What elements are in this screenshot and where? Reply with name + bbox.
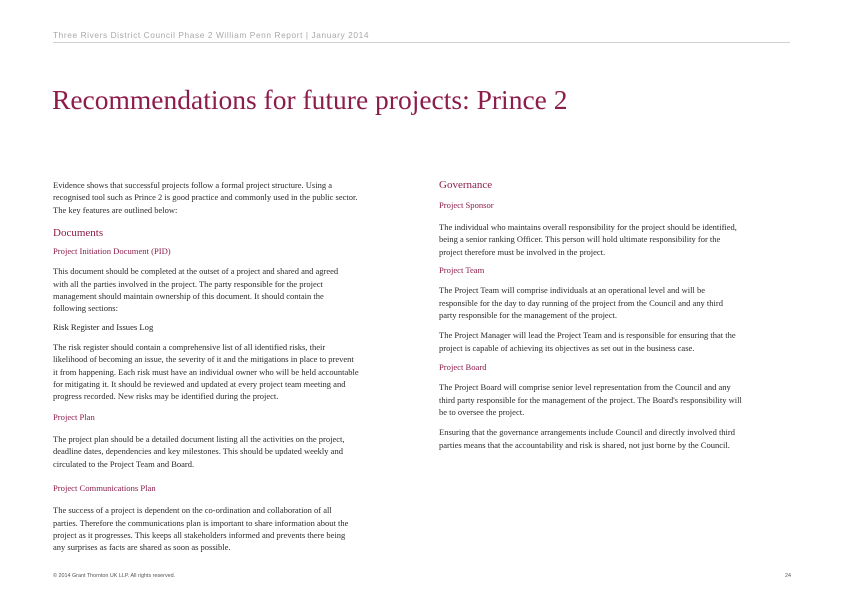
risk-line: likelihood of becoming an issue, the severity of it and the mitigations in place to prevent (53, 354, 354, 365)
governance-closing-paragraph (439, 426, 789, 451)
intro-paragraph (53, 179, 403, 216)
project-team-heading: Project Team (439, 265, 485, 276)
right-column (439, 178, 789, 451)
board-line: The Project Board will comprise senior level representation from the Council and any (439, 382, 731, 393)
risk-line: progress recorded. New risks may be identified during the project. (53, 391, 279, 402)
manager-line: The Project Manager will lead the Project Team and is responsible for ensuring that the (439, 330, 736, 341)
copyright-notice: © 2014 Grant Thornton UK LLP. All rights reserved. (53, 573, 176, 579)
board-line: be to oversee the project. (439, 407, 525, 418)
intro-line: Evidence shows that successful projects follow a formal project structure. Using a (53, 180, 333, 190)
page-title: Recommendations for future projects: Prince 2 (52, 84, 568, 115)
communications-plan-paragraph (53, 504, 403, 554)
project-plan-heading: Project Plan (53, 411, 95, 422)
sponsor-line: being a senior ranking Officer. This person will hold ultimate responsibility for the (439, 234, 721, 245)
team-line: party responsible for the management of the project. (439, 310, 617, 321)
governance-heading: Governance (439, 179, 493, 191)
comms-line: any surprises as facts are shared as soon as possible. (53, 542, 231, 553)
risk-register-paragraph (53, 341, 403, 403)
team-line: responsible for the day to day running of the project from the Council and any third (439, 297, 723, 308)
left-column (53, 179, 403, 554)
comms-line: parties. Therefore the communications plan is important to share information about the (53, 517, 349, 528)
manager-line: project is capable of achieving its objectives as set out in the business case. (439, 342, 695, 353)
sponsor-line: project therefore must be involved in the project. (439, 246, 606, 257)
intro-line: The key features are outlined below: (53, 204, 178, 215)
project-sponsor-paragraph (439, 221, 789, 258)
closing-line: parties means that the accountability and risk is shared, not just borne by the Council. (439, 439, 730, 450)
board-line: third party responsible for the management of the project. The Board's responsibility will (439, 394, 742, 405)
team-line: The Project Team will comprise individuals at an operational level and will be (439, 285, 705, 296)
header-divider (53, 42, 790, 43)
comms-line: project as it progresses. This keeps all stakeholders informed and prevents there being (53, 529, 346, 540)
project-board-heading: Project Board (439, 362, 487, 373)
project-sponsor-heading: Project Sponsor (439, 200, 494, 210)
closing-line: Ensuring that the governance arrangements include Council and directly involved third (439, 427, 735, 438)
sponsor-line: The individual who maintains overall responsibility for the project should be identified, (439, 222, 737, 232)
risk-register-heading: Risk Register and Issues Log (53, 321, 154, 332)
project-board-paragraph (439, 381, 789, 418)
risk-line: it from happening. Each risk must have an individual owner who will be held accountable (53, 366, 359, 377)
communications-plan-heading: Project Communications Plan (53, 483, 156, 494)
pid-heading: Project Initiation Document (PID) (53, 246, 171, 257)
plan-line: circulated to the Project Team and Board. (53, 458, 195, 469)
risk-line: for mitigating it. It should be reviewed and updated at every project team meeting and (53, 379, 346, 390)
project-manager-paragraph (439, 329, 789, 354)
pid-line: following sections: (53, 303, 118, 314)
pid-line: management should maintain ownership of this document. It should contain the (53, 291, 324, 302)
page-number: 24 (785, 573, 791, 579)
documents-heading: Documents (53, 227, 104, 240)
intro-line: recognised tool such as Prince 2 is good practice and commonly used in the public sector. (53, 192, 358, 203)
plan-line: deadline dates, dependencies and key milestones. This should be updated weekly and (53, 446, 343, 457)
project-plan-paragraph (53, 433, 403, 470)
risk-line: The risk register should contain a comprehensive list of all identified risks, their (53, 341, 326, 352)
project-team-paragraph (439, 284, 789, 321)
comms-line: The success of a project is dependent on the co-ordination and collaboration of all (53, 505, 332, 516)
pid-paragraph (53, 265, 403, 315)
plan-line: The project plan should be a detailed document listing all the activities on the project, (53, 433, 345, 444)
pid-line: with all the parties involved in the project. The party responsible for the project (53, 278, 323, 289)
pid-line: This document should be completed at the outset of a project and shared and agreed (53, 266, 339, 277)
running-header: Three Rivers District Council Phase 2 William Penn Report | January 2014 (53, 30, 370, 40)
